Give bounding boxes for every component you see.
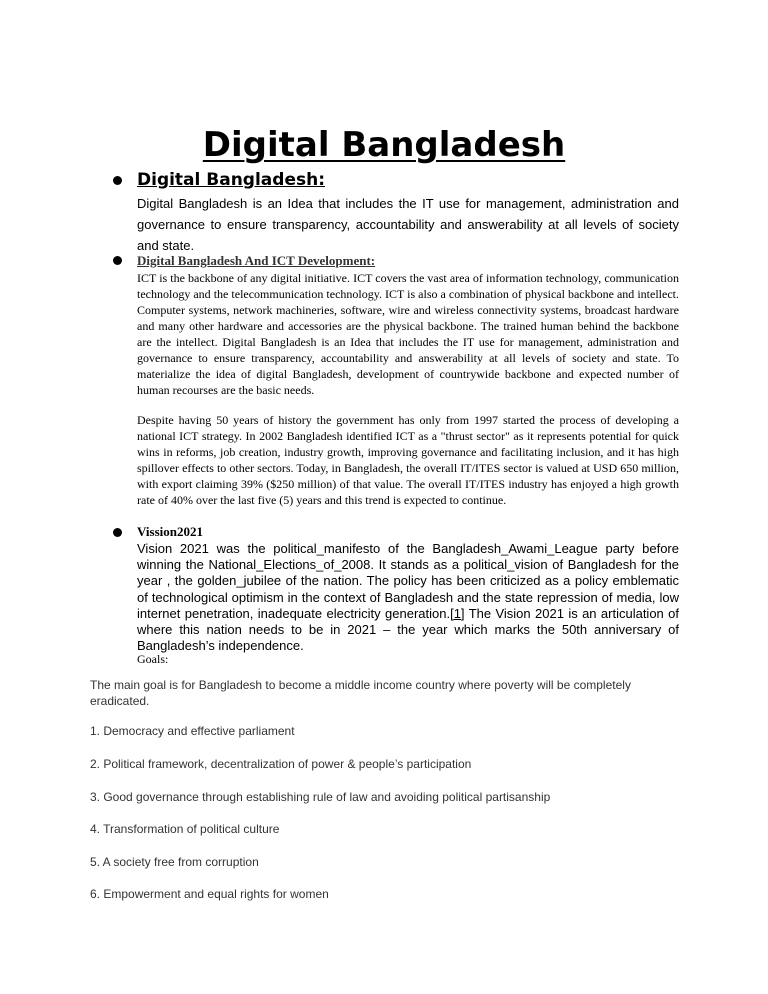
goal-item: 6. Empowerment and equal rights for women — [90, 887, 329, 901]
section-paragraph: Despite having 50 years of history the government has only from 1997 started the process of developing a national ICT strategy. In 2002 Bangladesh identified ICT as a "thrust sector" as it represents potential for quick wins in reforms, job creation, industry growth, improving governance and facilitating inclusion, and it has high spillover effects to other sectors. Today, in Bangladesh, the overall IT/ITES sector is valued at USD 650 million, with export claiming 39% ($250 million) of that value. The overall IT/ITES industry has enjoyed a high growth rate of 40% over the last five (5) years and this trend is expected to continue. — [137, 413, 679, 507]
vision-text-continued: The Vision 2021 is an articulation of where this nation needs to be in 2021 – the year which marks the 50th anniversary of Bangladesh’s independence. — [137, 605, 679, 654]
bullet-icon — [113, 528, 122, 537]
goal-item: 1. Democracy and effective parliament — [90, 724, 295, 738]
section-heading-digital-bangladesh: Digital Bangladesh: — [137, 170, 325, 190]
vision-paragraph — [137, 541, 679, 654]
section-heading-ict-development: Digital Bangladesh And ICT Development: — [137, 253, 376, 268]
section-heading-vision-2021: Vission2021 — [137, 524, 203, 539]
bullet-icon — [113, 176, 122, 185]
vision-text: Vision 2021 was the political_manifesto of the Bangladesh_Awami_League party before winning the National_Elections_of_2008. It stands as a political_vision of Bangladesh for the year , the golden_jubilee of the nation. The policy has been criticized as a policy emblematic of technological optimism in the context of Bangladesh and the state repression of media, low internet penetration, inadequate electricity generation. — [137, 541, 679, 621]
document-title: Digital Bangladesh — [202, 124, 566, 165]
main-goal-text: The main goal is for Bangladesh to become a middle income country where poverty will be completely eradicated. — [90, 678, 631, 708]
goal-item: 3. Good governance through establishing rule of law and avoiding political partisanship — [90, 790, 551, 804]
section-paragraph: ICT is the backbone of any digital initiative. ICT covers the vast area of information technology, communication technology and the telecommunication technology. ICT is also a combination of physical backbone and intellect. Computer systems, network machineries, software, wire and wireless connectivity systems, broadcast hardware and many other hardware and accessories are the physical backbone. The trained human behind the backbone are the intellect. Digital Bangladesh is an Idea that includes the IT use for management, administration and governance to ensure transparency, accountability and answerability at all levels of society and state. To materialize the idea of digital Bangladesh, development of countrywide backbone and expected number of human recourses are the basic needs. — [137, 271, 679, 397]
goal-item: 4. Transformation of political culture — [90, 822, 280, 836]
goal-item: 2. Political framework, decentralization of power & people’s participation — [90, 757, 472, 771]
citation-link[interactable]: [1] — [450, 605, 465, 621]
goals-label: Goals: — [137, 652, 169, 666]
bullet-icon — [113, 256, 122, 265]
goal-item: 5. A society free from corruption — [90, 855, 259, 869]
section-paragraph: Digital Bangladesh is an Idea that includes the IT use for management, administration and governance to ensure transparency, accountability and answerability at all levels of society and state. — [137, 196, 679, 253]
